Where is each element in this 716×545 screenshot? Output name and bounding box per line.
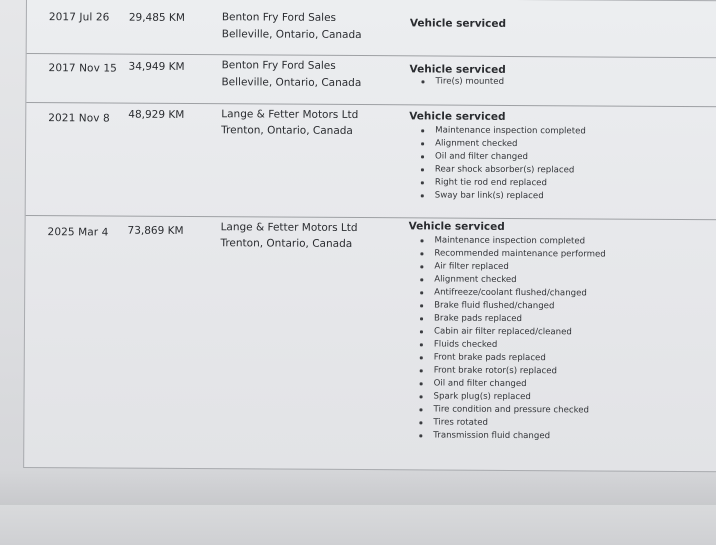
service-item: Alignment checked — [421, 137, 586, 151]
service-item: Antifreeze/coolant flushed/changed — [420, 286, 605, 300]
page-edge-shadow — [0, 470, 716, 510]
service-item: Right tie rod end replaced — [421, 176, 586, 190]
record-date: 2021 Nov 8 — [48, 112, 110, 125]
service-item: Transmission fluid changed — [419, 429, 604, 443]
service-item: Maintenance inspection completed — [420, 234, 605, 248]
service-record — [27, 0, 716, 58]
service-item: Tires rotated — [419, 416, 604, 430]
record-odometer: 34,949 KM — [128, 60, 185, 73]
service-item: Tire condition and pressure checked — [419, 403, 604, 417]
record-location: Trenton, Ontario, Canada — [220, 237, 353, 250]
service-item: Front brake pads replaced — [420, 351, 605, 365]
service-item: Alignment checked — [420, 273, 605, 287]
service-record — [24, 216, 716, 468]
record-service-title: Vehicle serviced — [409, 63, 506, 76]
record-dealer: Benton Fry Ford Sales — [221, 59, 336, 72]
service-item: Brake fluid flushed/changed — [420, 299, 605, 313]
service-items-list — [419, 234, 606, 443]
service-items-list — [421, 124, 586, 203]
service-item: Sway bar link(s) replaced — [421, 189, 586, 203]
record-odometer: 48,929 KM — [128, 108, 185, 121]
service-item: Tire(s) mounted — [421, 75, 504, 89]
record-service-title: Vehicle serviced — [409, 110, 506, 123]
service-item: Oil and filter changed — [420, 377, 605, 391]
service-item: Brake pads replaced — [420, 312, 605, 326]
service-item: Maintenance inspection completed — [421, 124, 586, 138]
record-location: Belleville, Ontario, Canada — [221, 76, 362, 90]
service-item: Fluids checked — [420, 338, 605, 352]
record-dealer: Benton Fry Ford Sales — [221, 11, 337, 24]
service-item: Oil and filter changed — [421, 150, 586, 164]
service-item: Front brake rotor(s) replaced — [420, 364, 605, 378]
service-record — [26, 103, 716, 220]
record-odometer: 29,485 KM — [128, 11, 185, 24]
service-item: Air filter replaced — [420, 260, 605, 274]
service-items-list — [421, 75, 504, 89]
service-record — [26, 54, 716, 107]
service-item: Recommended maintenance performed — [420, 247, 605, 261]
underlying-sheet — [0, 505, 716, 545]
service-history-page — [23, 0, 716, 472]
record-dealer: Lange & Fetter Motors Ltd — [221, 108, 359, 122]
record-service-title: Vehicle serviced — [408, 220, 505, 233]
record-dealer: Lange & Fetter Motors Ltd — [220, 221, 358, 235]
record-location: Belleville, Ontario, Canada — [221, 28, 362, 42]
record-date: 2025 Mar 4 — [47, 226, 109, 239]
record-odometer: 73,869 KM — [127, 224, 184, 237]
record-date: 2017 Jul 26 — [48, 11, 110, 24]
service-item: Rear shock absorber(s) replaced — [421, 163, 586, 177]
record-service-title: Vehicle serviced — [409, 17, 507, 30]
record-date: 2017 Nov 15 — [48, 62, 117, 75]
service-item: Spark plug(s) replaced — [420, 390, 605, 404]
service-item: Cabin air filter replaced/cleaned — [420, 325, 605, 339]
record-location: Trenton, Ontario, Canada — [221, 124, 353, 137]
